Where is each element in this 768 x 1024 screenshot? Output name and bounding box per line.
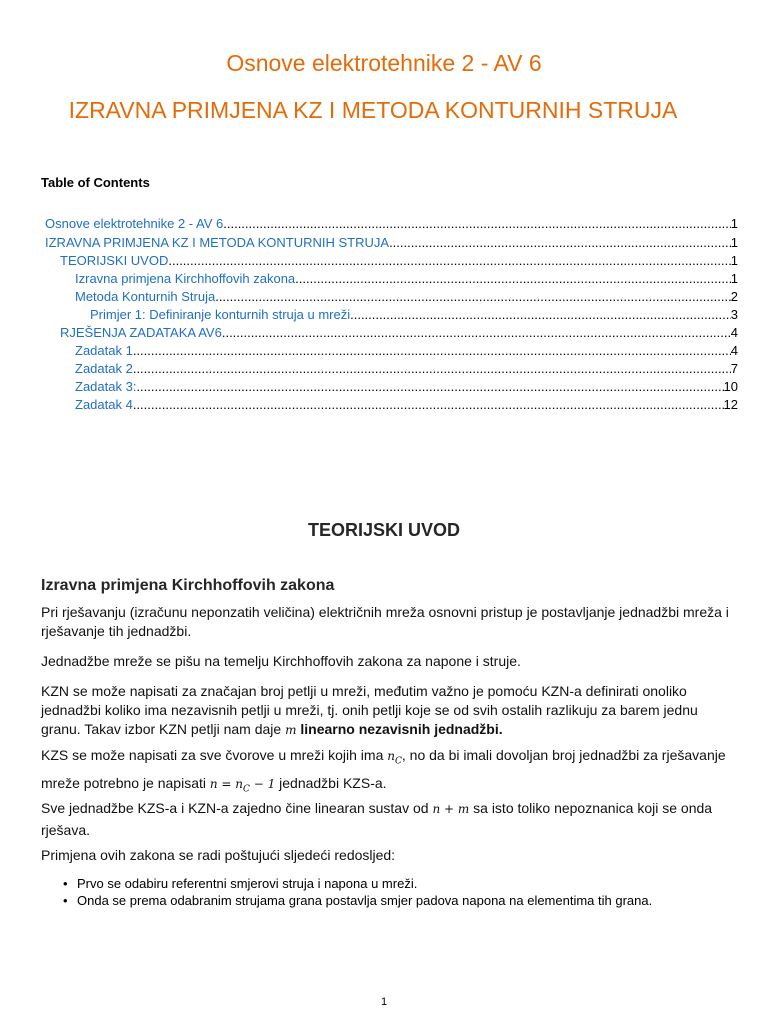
toc-entry-page: 4: [730, 343, 738, 358]
toc-entry[interactable]: [75, 270, 738, 287]
toc-entry-page: 1: [730, 271, 738, 286]
subsection-heading: Izravna primjena Kirchhoffovih zakona: [41, 577, 335, 594]
list-item: • Prvo se odabiru referentni smjerovi struja i napona u mreži.: [77, 875, 737, 892]
paragraph: Primjena ovih zakona se radi poštujući sljedeći redosljed:: [41, 847, 396, 863]
page-number: 1: [380, 996, 388, 1008]
paragraph-text: jednadžbi KZS-a.: [279, 775, 387, 792]
toc-entry-label[interactable]: Osnove elektrotehnike 2 - AV 6: [45, 216, 224, 231]
section-heading: TEORIJSKI UVOD: [307, 520, 461, 540]
toc-entry[interactable]: [75, 342, 738, 359]
paragraph: [41, 682, 731, 740]
toc-entry[interactable]: [60, 324, 738, 341]
toc-entry[interactable]: [90, 306, 738, 323]
toc-entry[interactable]: [75, 360, 738, 377]
toc-entry[interactable]: [75, 396, 738, 413]
document-subtitle: IZRAVNA PRIMJENA KZ I METODA KONTURNIH STRUJA: [68, 97, 678, 123]
toc-entry[interactable]: [75, 288, 738, 305]
toc-heading: Table of Contents: [41, 175, 150, 190]
paragraph-text: KZS se može napisati za sve čvorove u mreži kojih ima: [41, 747, 384, 763]
toc-entry-page: 10: [723, 379, 738, 394]
toc-entry[interactable]: [45, 215, 738, 232]
paragraph: Jednadžbe mreže se pišu na temelju Kirchhoffovih zakona za napone i struje.: [41, 653, 521, 669]
toc-entry[interactable]: [45, 234, 738, 251]
math-symbol: $n_C$: [387, 749, 402, 767]
toc-entry-page: 1: [730, 216, 738, 231]
paragraph-text: Sve jednadžbe KZS-a i KZN-a zajedno čine linearan sustav od: [41, 800, 429, 816]
list-item: • Onda se prema odabranim strujama grana postavlja smjer padova napona na elementima tih grana.: [77, 892, 737, 909]
toc-entry-label[interactable]: Zadatak 3:: [75, 379, 137, 394]
math-equation: $n = n_C - 1$: [209, 777, 276, 795]
toc-entry[interactable]: [60, 252, 738, 269]
toc-entry-label[interactable]: RJEŠENJA ZADATAKA AV6: [60, 325, 222, 340]
toc-entry-page: 2: [730, 289, 738, 304]
toc-entry-page: 1: [730, 253, 738, 268]
toc-entry[interactable]: [75, 378, 738, 395]
bold-text: linearno nezavisnih jednadžbi.: [300, 721, 503, 737]
paragraph: [41, 798, 731, 841]
toc-entry-label[interactable]: IZRAVNA PRIMJENA KZ I METODA KONTURNIH STRUJA: [45, 235, 390, 250]
math-symbol: m: [285, 723, 297, 737]
toc-entry-label[interactable]: Zadatak 1: [75, 343, 133, 358]
toc-entry-label[interactable]: Zadatak 2: [75, 361, 133, 376]
toc-entry-page: 1: [730, 235, 738, 250]
document-title: Osnove elektrotehnike 2 - AV 6: [226, 50, 542, 76]
paragraph: Pri rješavanju (izračunu neponzatih veličina) električnih mreža osnovni pristup je postavljanje jednadžbi mreža i rješavanje tih jednadžbi.: [41, 604, 729, 639]
math-expression: n + m: [432, 802, 470, 816]
toc-entry-label[interactable]: Metoda Konturnih Struja: [75, 289, 216, 304]
paragraph-text: KZN se može napisati za značajan broj petlji u mreži, međutim važno je pomoću KZN-a definirati onoliko jednadžbi koliko ima nezavisnih petlji u mreži, tj. onih petlji koje se od svih ostalih razlikuju za barem jednu granu. Takav izbor KZN petlji nam daje: [41, 683, 698, 737]
bullet-list: [77, 875, 737, 909]
toc-entry-label[interactable]: Izravna primjena Kirchhoffovih zakona: [75, 271, 296, 286]
toc-entry-page: 7: [730, 361, 738, 376]
toc-entry-label[interactable]: Primjer 1: Definiranje konturnih struja u mreži: [90, 307, 351, 322]
toc-entry-page: 4: [730, 325, 738, 340]
toc-entry-label[interactable]: TEORIJSKI UVOD: [60, 253, 169, 268]
toc-entry-page: 3: [730, 307, 738, 322]
toc-entry-page: 12: [723, 397, 738, 412]
paragraph-text: , no da bi imali dovoljan broj jednadžbi za rješavanje mreže potrebno je napisati: [41, 747, 726, 792]
paragraph: [41, 744, 731, 801]
paragraph-text: sa isto toliko nepoznanica koji se onda rješava.: [41, 800, 713, 838]
toc-entry-label[interactable]: Zadatak 4: [75, 397, 133, 412]
